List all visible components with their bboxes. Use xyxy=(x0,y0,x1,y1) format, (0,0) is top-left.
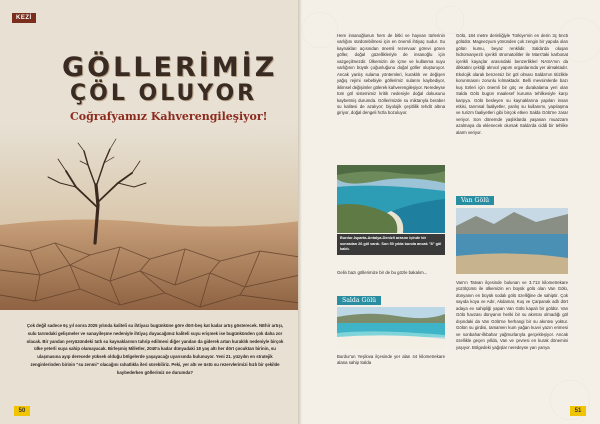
spread-gutter xyxy=(298,0,302,424)
column-2-top-text: Gölü, 184 metre derinliğiyle Türkiye'nin en derin 3ç 5nc5 gölüdür. Magnezyum yönünden çok zengin bir yapıda olan gölün kumu, beyaz renklidir. Salda'da oluşan hidromanyezit içerikli stromatolitler ile Mars'taki karbonat içerikli kayaçlar arasındaki benzerlikleri NASA'nın da dikkatini çektiği almıcıl yapım organlarında yer almaktadır. Ekolojik olarak benzersiz bir göl olması Salda'nın titizlikle korunmasını zorunlu kılmaktadır. Belli mevsimlerde bazı kuş türleri için önemli bir göç ve durakalama yeri olan Salda Gölü bugün maalesef kuruma tehlikesiyle karşı karşıya. Gölü besleyen su kaynaklarına yapılan insan etkisi, tarımsal faaliyetler, yanlış su kullanımı, yapılaşma ve turizm faaliyetleri gibi birçok etken Salda Gölü'ne zarar veriyor. Son dönemde yaşlıklarda yaşanan muazzam azalmaya da eklenecek olursak Salda'da ciddi bir tehlike alarm veriyor. xyxy=(456,33,568,135)
column-2-bottom-text: Van'ın Tatvan ilçesinde bulunan ve 3.713 kilometrekare yüzölçümü ile ülkemizin en büyük gölü olan Van Gölü, dünyanın en büyük sodalı gölü özelliğine de sahiptir. Çok sayıda koya ve Adır, Akdamar, Kuş ve Çarpanak adlı dört adaya ev sahipliği yapan Van Gölü kapalı bir göldür. Van Gölü havzası dünyanın heriki bir su akıntısı olmadığı göl dışındaki da Van Gölü'ne herhangi bir su akıntısı yoktur. Gölün su girdisi, tamamen kum yağan kuvvi yazın erimesi ve sonbahar-ilkbahar yağmurlarıyla gerçekleşiyor. Ancak özellikle geçen yıllda, Van ve çevresi en kurak dönemini yaşıyor. Bölgedeki yağışlar neredeyse yarı yarıya xyxy=(456,280,568,350)
headline-line-1: GÖLLERİMİZ xyxy=(62,52,278,83)
salda-section-heading: Salda Gölü xyxy=(337,296,381,305)
subheadline: Coğrafyamız Kahverengileşiyor! xyxy=(70,110,268,123)
photo-caption: Burdur-Isparta-Antalya-Denizli arasını içinde bir sonradan 26 göl vardı. Son 50 yılda bunda ancak "8" göl kaldı. xyxy=(337,234,445,255)
column-1-bottom-text: Burdur'un Yeşilova ilçesinde yer alan 44 kilometrekare alana sahip Salda xyxy=(337,354,445,366)
headline-line-2: ÇÖL OLUYOR xyxy=(70,81,258,106)
page-number-left: 50 xyxy=(14,406,30,416)
van-lake-photo xyxy=(456,208,568,274)
page-number-right: 51 xyxy=(570,406,586,416)
column-1-top-text: Hem insanoğlunun hem de bitki ve hayvan türlerinin varlığını sürdürebilmesi için en önemli ihtiyaç sudur. Su kaynakları açısından önemli rezervuar görevi gören göller, doğal güzellikleriyle de insanoğlu için vazgeçilmezdir. Ülkemizin de içme ve kullanma suyu varlığının büyük çoğunluğunu doğal göller oluşturuyor. Ancak yanlış sulama yöntemleri, kuraklık ve değişen yağış rejimi sebebiyle göllerimiz sularını kaybediyor, iklimsel değişimler gölerek kahverengileşiyor. Neredeyse tüm göl sistemimiz kritik nedeniyle doğal dokusunu kaybetmiş durumda. Göllerimizde su miktarıyla beraber su kalitesi de azalıyor; biyolojik çeşitlilik tehdit altına giriyor, doğal dengeli hızla bozuluyor. xyxy=(337,33,445,116)
van-section-heading: Van Gölü xyxy=(456,196,494,205)
section-badge: KEZİ xyxy=(12,13,36,23)
salda-lake-beach-photo xyxy=(337,307,445,349)
turquoise-lake-coast-photo xyxy=(337,165,445,233)
dead-tree-cracked-earth-image xyxy=(0,125,300,310)
intro-paragraph: Çok değil sadece 6ç yıl sonra 2025 yılında kaliteli su ihtiyacı bugünküne göre dört-beş kat kadar artış gösterecek. NEhir artışı, sulu tarımdaki gelişmeler ve sanayileşme nedeniyle ihtiyaç duyacağımız kaliteli suyu erişmek ise bugünkünden çok daha zor olacak. Bir yandan yeryüzündeki tatlı su kaynaklarının tahrip edilmesi diğer yandan da giderek artan kuraklık nedeniyle birçok ülke yeterli suya sahip olamayacak. Birleşmiş Milletler, 2040'a kadar dünyadaki 18 yaş altı her dört çocuktan birinin, su ulaşmasına ayıp derecede yüksek olduğu bölgelerde yaşayacağı uyarısında bulunuyor. Yeni 21. yüzyılın en stratejik zenginlerinden birinin "su zenmi" olacağını rahatlıkla ileri sürebiliriz. Peki, yer altı ve üstü su rezervlerimizi hızlı bir şekilde kaybederken göllerimiz ne durumda? xyxy=(26,323,284,375)
column-1-middle-text: Gelin bazı göllerimize bir de bu gözle bakalım... xyxy=(337,270,428,275)
right-page xyxy=(300,0,600,424)
